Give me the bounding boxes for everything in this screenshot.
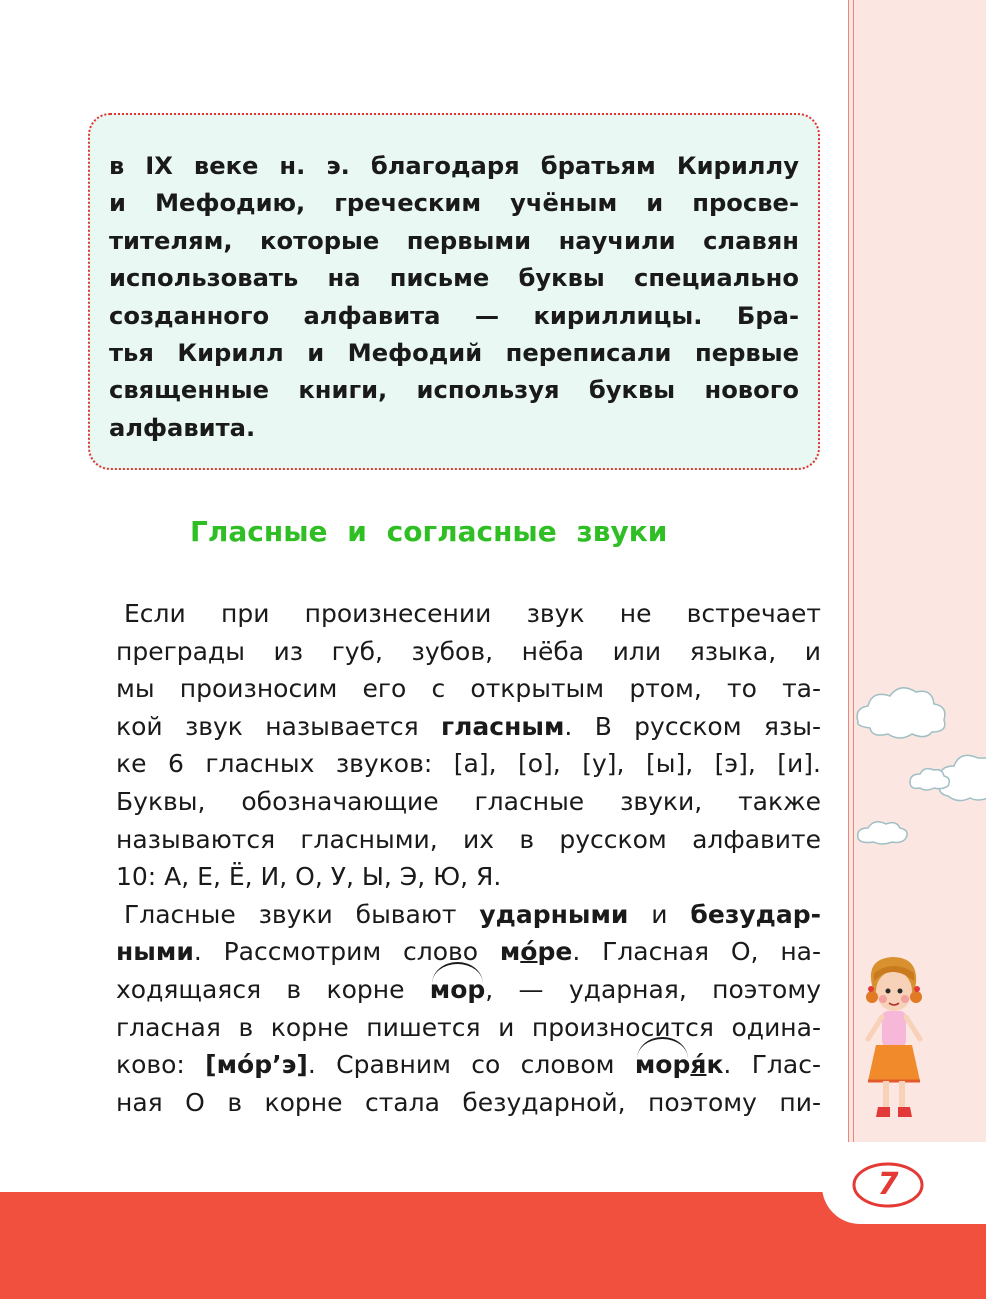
- body-text-fragment: , — ударная, поэтому: [485, 974, 821, 1004]
- body-text-fragment: ково:: [116, 1050, 206, 1080]
- body-line: [116, 595, 821, 633]
- body-line-text: Если при произнесении звук не встречает: [124, 599, 821, 628]
- body-line: 10: А, Е, Ё, И, О, У, Ы, Э, Ю, Я.: [116, 862, 502, 892]
- page-number: 7: [877, 1167, 899, 1202]
- example-word-more: [500, 937, 572, 966]
- body-line: [116, 708, 821, 746]
- root-mor: [430, 971, 486, 1009]
- info-line: тья Кирилл и Мефодий переписали первые: [109, 339, 799, 368]
- stressed-vowel: о́: [520, 937, 538, 967]
- stressed-vowel: я́: [690, 1050, 707, 1080]
- root-mor: [635, 1046, 691, 1084]
- body-text-fragment: Гласные звуки бывают: [124, 899, 480, 929]
- info-line: алфавита.: [109, 413, 256, 442]
- body-line: мы произносим его с открытым ртом, то та-: [116, 674, 821, 704]
- margin-line: [848, 0, 849, 1192]
- body-text-fragment: . Гласная О, на-: [572, 937, 821, 967]
- term-stressed: ударными: [479, 899, 629, 929]
- margin-line: [853, 0, 854, 1192]
- body-text: [116, 595, 821, 1121]
- term-vowel: гласным: [441, 711, 565, 741]
- word-part: к: [706, 1050, 724, 1080]
- body-line: ная О в корне стала безударной, поэтому пи-: [116, 1087, 821, 1117]
- body-text-fragment: и: [628, 899, 691, 929]
- body-text-fragment: . Рассмотрим слово: [193, 937, 500, 967]
- body-line: Буквы, обозначающие гласные звуки, также: [116, 786, 821, 816]
- body-line: гласная в корне пишется и произносится одина-: [116, 1012, 821, 1042]
- body-text-fragment: ходящаяся в корне: [116, 974, 430, 1004]
- root-text: мор: [634, 1050, 691, 1080]
- body-line: ке 6 гласных звуков: [а], [о], [у], [ы], [э], [и].: [116, 749, 821, 779]
- body-text-fragment: . Глас-: [723, 1050, 821, 1080]
- girl-illustration: [858, 955, 930, 1125]
- transcription: [мо́р’э]: [205, 1050, 308, 1080]
- info-line: в IX веке н. э. благодаря братьям Кириллу: [109, 152, 799, 180]
- info-line: священные книги, используя буквы нового: [109, 376, 799, 405]
- body-line: [116, 1046, 821, 1084]
- body-text-fragment: кой звук называется: [116, 711, 442, 741]
- term-unstressed-end: ными: [116, 937, 194, 967]
- body-text-fragment: . В русском язы-: [564, 711, 821, 741]
- body-line: [116, 896, 821, 934]
- info-line: тителям, которые первыми научили славян: [109, 226, 799, 255]
- word-part: ре: [537, 937, 573, 967]
- term-unstressed: безудар-: [690, 899, 821, 929]
- section-title: Гласные и согласные звуки: [190, 515, 668, 548]
- info-box-text: [109, 148, 799, 447]
- example-word-moryak: [635, 1050, 724, 1079]
- info-line: и Мефодию, греческим учёным и просве-: [109, 189, 799, 218]
- word-part: м: [499, 937, 521, 967]
- body-text-fragment: . Сравним со словом: [307, 1050, 635, 1080]
- page-number-badge: [850, 1160, 926, 1210]
- root-text: мор: [429, 974, 486, 1004]
- body-line: [116, 971, 821, 1009]
- clouds-illustration: [850, 670, 986, 870]
- info-line: созданного алфавита — кириллицы. Бра-: [109, 301, 799, 330]
- body-line: называются гласными, их в русском алфавите: [116, 824, 821, 854]
- info-line: использовать на письме буквы специально: [109, 264, 799, 293]
- body-line: преграды из губ, зубов, нёба или языка, и: [116, 636, 821, 666]
